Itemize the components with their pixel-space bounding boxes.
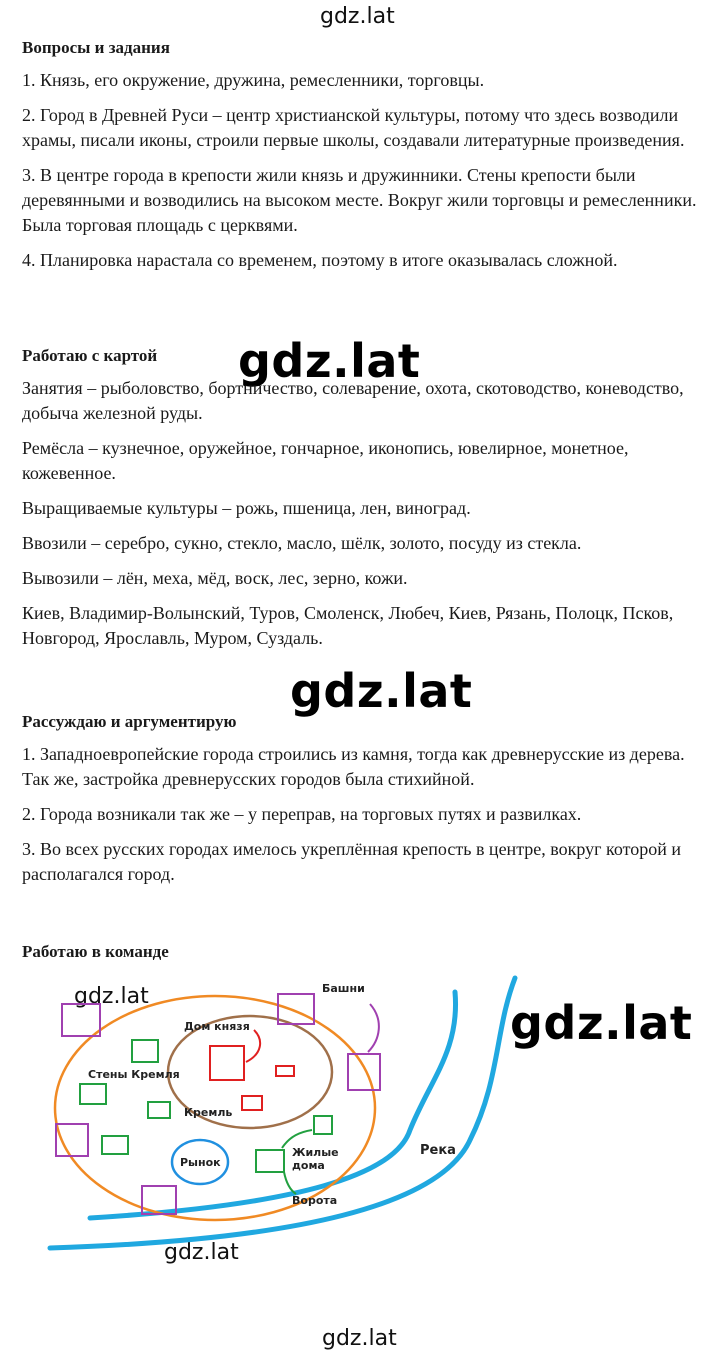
map-item: Ремёсла – кузнечное, оружейное, гончарное, иконопись, ювелирное, монетное, кожевенное.	[22, 438, 629, 483]
team-section	[22, 942, 702, 972]
house-square	[148, 1102, 170, 1118]
river-label: Река	[420, 1143, 456, 1158]
red-building	[242, 1096, 262, 1110]
watermark-diagram-1: gdz.lat	[74, 984, 149, 1009]
kremlin-walls-label: Стены Кремля	[88, 1068, 180, 1081]
towers-label: Башни	[322, 982, 365, 995]
city-diagram	[0, 970, 720, 1270]
tower-square	[62, 1004, 100, 1036]
reasoning-heading: Рассуждаю и аргументирую	[22, 712, 237, 731]
reasoning-item: 3. Во всех русских городах имелось укреплённая крепость в центре, вокруг которой и располагался город.	[22, 839, 682, 884]
reasoning-section	[22, 712, 702, 897]
map-item: Ввозили – серебро, сукно, стекло, масло, шёлк, золото, посуду из стекла.	[22, 533, 582, 553]
houses-label-line2: дома	[292, 1159, 325, 1172]
map-item: Киев, Владимир-Волынский, Туров, Смоленск, Любеч, Киев, Рязань, Полоцк, Псков, Новгород, Ярославль, Муром, Суздаль.	[22, 603, 674, 648]
map-item: Выращиваемые культуры – рожь, пшеница, лен, виноград.	[22, 498, 471, 518]
map-section	[22, 346, 702, 661]
watermark-diagram-2: gdz.lat	[164, 1240, 239, 1265]
market-label: Рынок	[180, 1156, 221, 1169]
prince-house-square	[210, 1046, 244, 1080]
gates-label: Ворота	[292, 1194, 338, 1207]
kremlin-label: Кремль	[184, 1106, 233, 1119]
questions-item: 1. Князь, его окружение, дружина, ремесленники, торговцы.	[22, 70, 485, 90]
questions-section	[22, 38, 702, 283]
watermark-big-1: gdz.lat	[238, 334, 421, 388]
team-heading: Работаю в команде	[22, 942, 169, 961]
prince-pointer	[246, 1030, 260, 1062]
prince-house-label: Дом князя	[184, 1020, 250, 1033]
map-heading: Работаю с картой	[22, 346, 158, 365]
watermark-bottom: gdz.lat	[322, 1326, 397, 1351]
house-square	[256, 1150, 284, 1172]
reasoning-item: 2. Города возникали так же – у переправ, на торговых путях и развилках.	[22, 804, 582, 824]
questions-item: 4. Планировка нарастала со временем, поэтому в итоге оказывалась сложной.	[22, 250, 618, 270]
red-building	[276, 1066, 294, 1076]
watermark-big-3: gdz.lat	[510, 996, 693, 1050]
house-square	[132, 1040, 158, 1062]
questions-item: 2. Город в Древней Руси – центр христианской культуры, потому что здесь возводили храмы, писали иконы, строили первые школы, создавали литературные произведения.	[22, 105, 685, 150]
map-item: Занятия – рыболовство, бортничество, солеварение, охота, скотоводство, коневодство, добыча железной руды.	[22, 378, 684, 423]
reasoning-item: 1. Западноевропейские города строились из камня, тогда как древнерусские из дерева. Так же, застройка древнерусских городов была стихийной.	[22, 744, 685, 789]
watermark-top: gdz.lat	[320, 4, 395, 29]
watermark-big-2: gdz.lat	[290, 664, 473, 718]
house-square	[80, 1084, 106, 1104]
towers-pointer	[368, 1004, 379, 1052]
house-square	[314, 1116, 332, 1134]
questions-heading: Вопросы и задания	[22, 38, 170, 57]
map-item: Вывозили – лён, меха, мёд, воск, лес, зерно, кожи.	[22, 568, 408, 588]
houses-label-line1: Жилые	[292, 1146, 339, 1159]
tower-square	[348, 1054, 380, 1090]
river-line-inner	[90, 992, 456, 1218]
house-square	[102, 1136, 128, 1154]
questions-item: 3. В центре города в крепости жили князь и дружинники. Стены крепости были деревянными и возводились на высоком месте. Вокруг жили торговцы и ремесленники. Была торговая площадь с церквями.	[22, 165, 697, 235]
